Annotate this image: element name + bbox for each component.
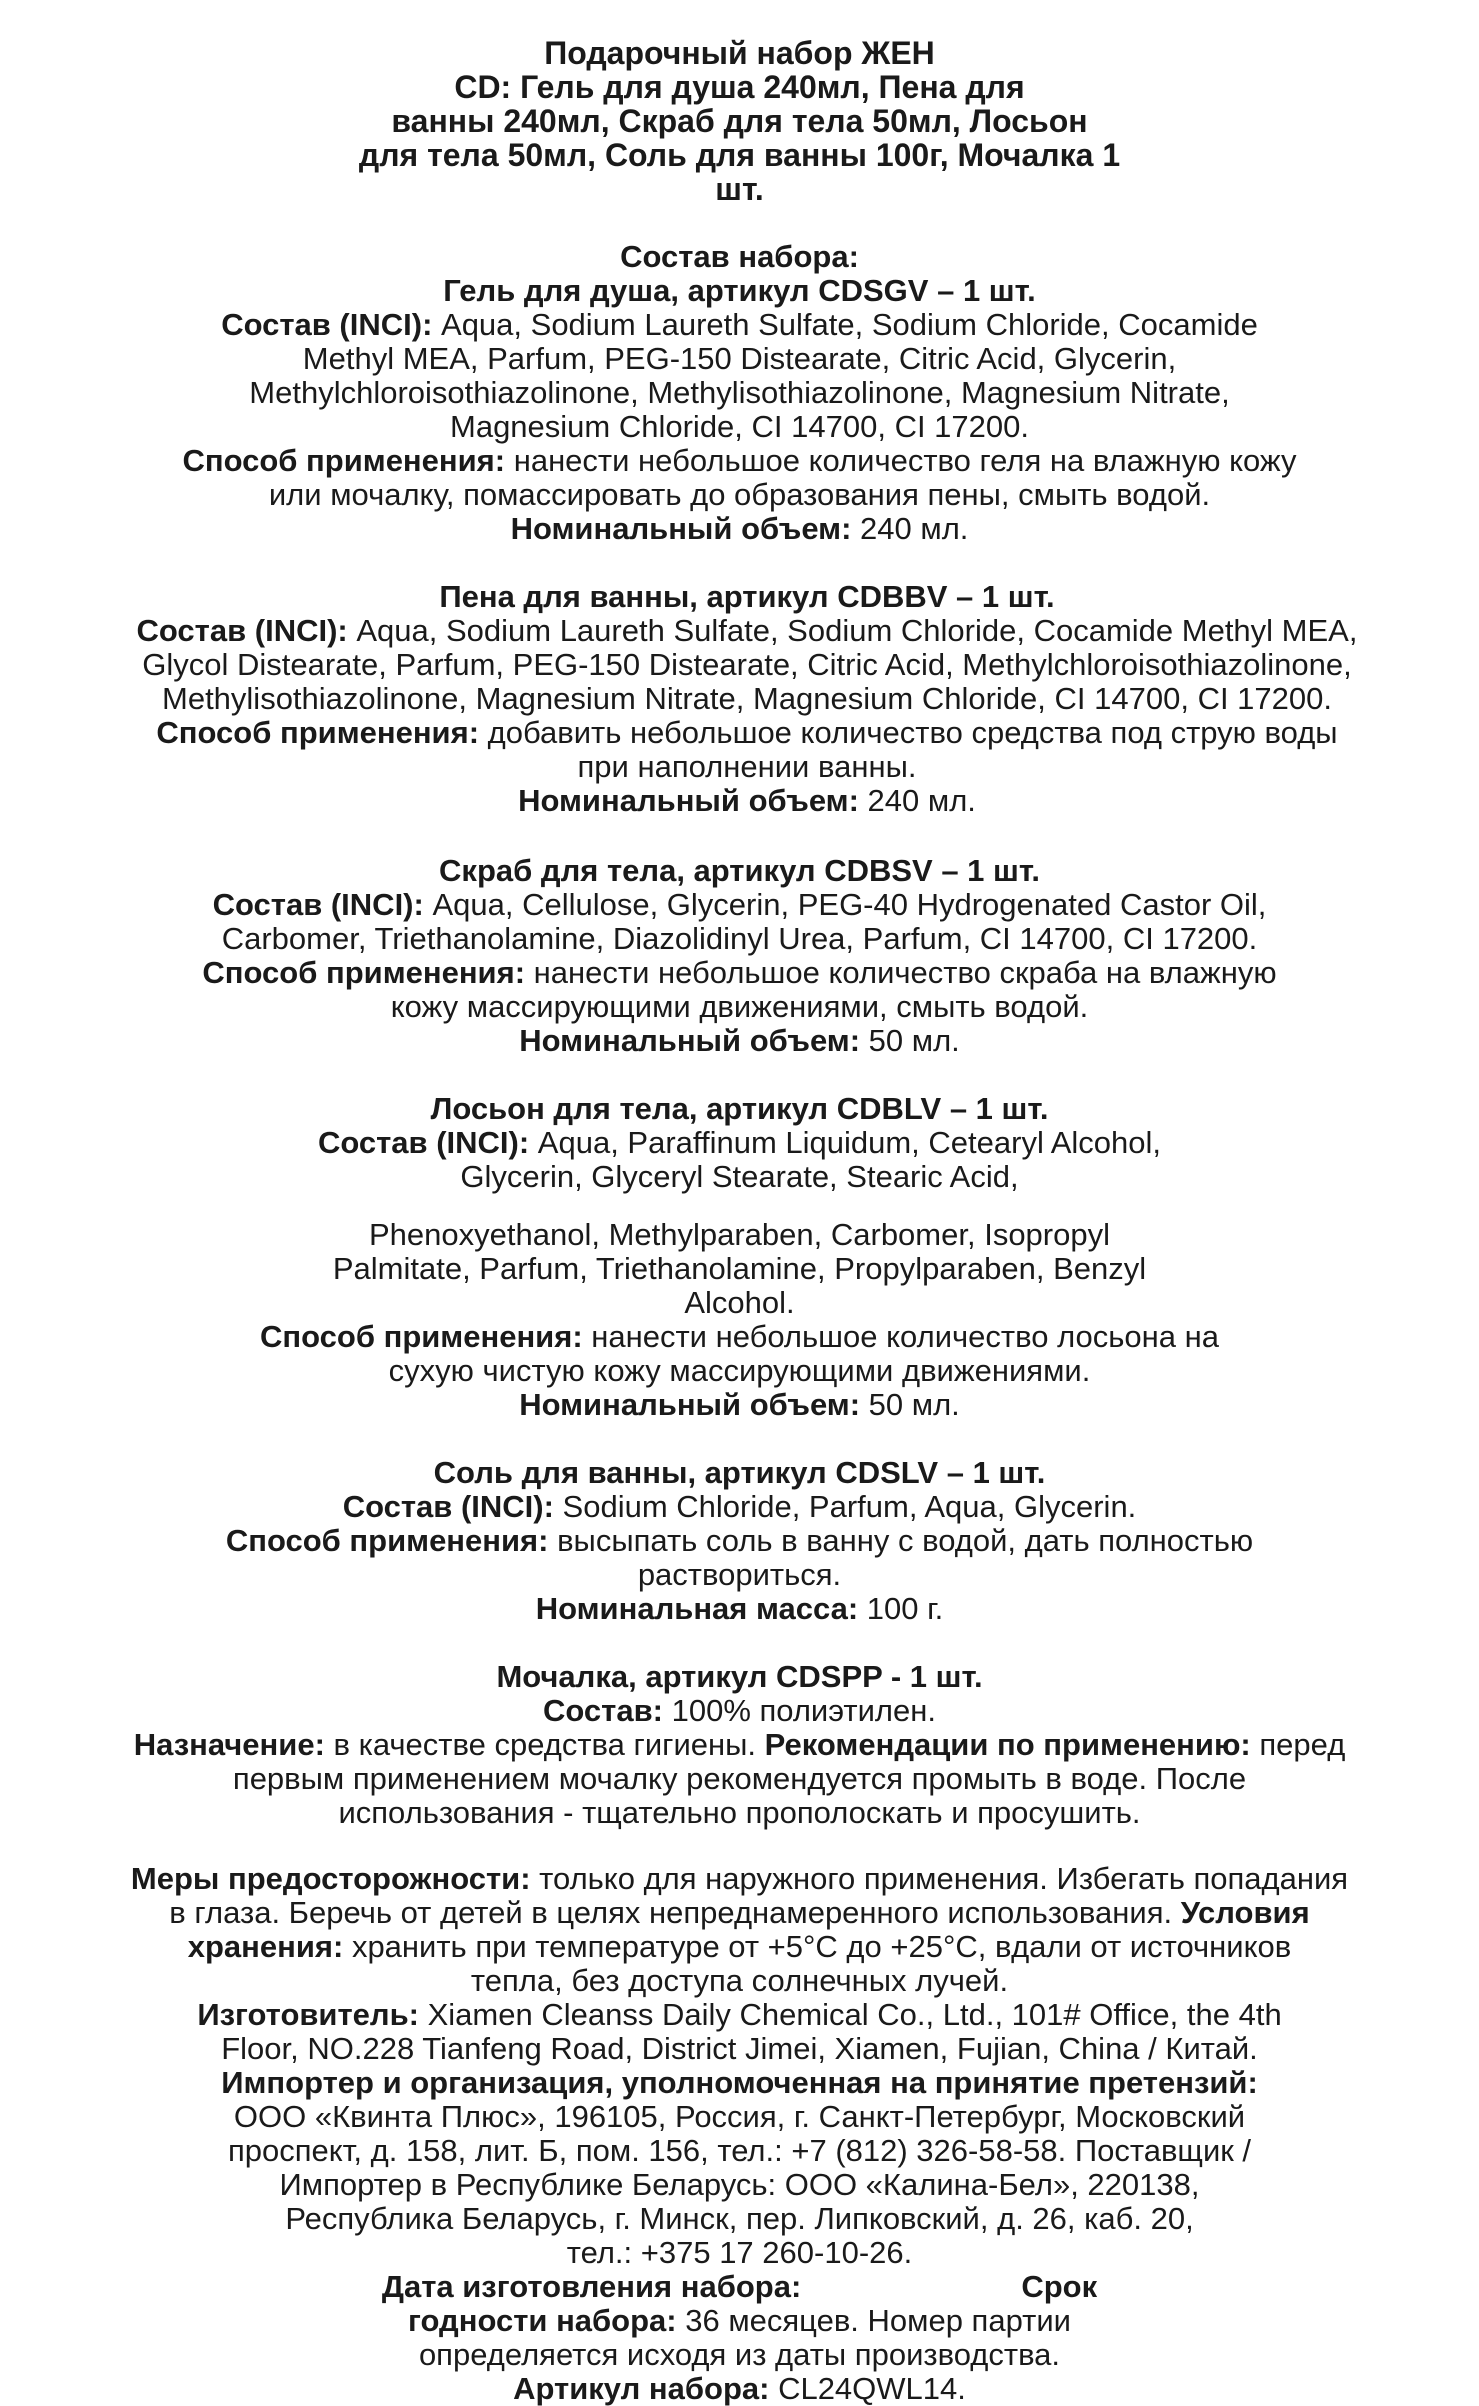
- manufacturer-text: Xiamen Cleanss Daily Chemical Co., Ltd., 101# Office, the 4th: [419, 1997, 1282, 2032]
- volume-value: 240 мл.: [851, 511, 969, 546]
- caution-text: только для наружного применения. Избегать попадания: [530, 1861, 1349, 1896]
- set-heading: Состав набора:: [620, 239, 859, 274]
- body-scrub-usage: [12, 956, 1467, 990]
- composition-text: Sodium Chloride, Parfum, Aqua, Glycerin.: [553, 1489, 1137, 1524]
- shelf-life-line: [12, 2304, 1467, 2338]
- section-bath-salt: [12, 1456, 1467, 1626]
- volume-value: 50 мл.: [860, 1387, 960, 1422]
- recommendations-text: перед: [1250, 1727, 1346, 1762]
- importer-text: ООО «Квинта Плюс», 196105, Россия, г. Санкт-Петербург, Московский: [233, 2099, 1246, 2134]
- usage-label: Способ применения:: [225, 1523, 549, 1558]
- importer-text: тел.: +375 17 260-10-26.: [566, 2235, 913, 2270]
- body-scrub-composition: [12, 888, 1467, 922]
- composition-label: Состав (INCI):: [212, 887, 424, 922]
- body-lotion-heading: Лосьон для тела, артикул CDBLV – 1 шт.: [430, 1091, 1049, 1126]
- composition-text: Magnesium Chloride, CI 14700, CI 17200.: [450, 409, 1029, 444]
- composition-label: Состав (INCI):: [342, 1489, 554, 1524]
- bath-salt-usage: [12, 1524, 1467, 1558]
- sponge-purpose: [12, 1728, 1467, 1762]
- usage-text: раствориться.: [637, 1557, 842, 1592]
- caution-text: в глаза. Беречь от детей в целях непреднамеренного использования.: [169, 1895, 1181, 1930]
- bath-salt-composition: [12, 1490, 1467, 1524]
- sponge-composition: [12, 1694, 1467, 1728]
- composition-text: Aqua, Paraffinum Liquidum, Cetearyl Alcohol,: [529, 1125, 1162, 1160]
- manufacturer-label: Изготовитель:: [197, 1997, 419, 2032]
- volume-label: Номинальный объем:: [518, 783, 859, 818]
- mass-label: Номинальная масса:: [535, 1591, 859, 1626]
- body-scrub-heading: Скраб для тела, артикул CDBSV – 1 шт.: [439, 853, 1040, 888]
- manufacture-date-label: Дата изготовления набора:: [381, 2269, 802, 2304]
- section-body-lotion: [12, 1092, 1467, 1422]
- storage-text: тепла, без доступа солнечных лучей.: [470, 1963, 1009, 1998]
- sku-value: CL24QWL14.: [769, 2371, 966, 2406]
- usage-text: или мочалку, помассировать до образования пены, смыть водой.: [268, 477, 1211, 512]
- body-lotion-usage: [12, 1320, 1467, 1354]
- section-bath-foam: [12, 580, 1479, 818]
- volume-label: Номинальный объем:: [519, 1023, 861, 1058]
- storage-text: хранить при температуре от +5°С до +25°С, вдали от источников: [343, 1929, 1292, 1964]
- body-lotion-composition: [12, 1126, 1467, 1160]
- manufacture-date-line: [12, 2270, 1467, 2304]
- importer-label: Импортер и организация, уполномоченная на принятие претензий:: [221, 2065, 1258, 2100]
- composition-text: Palmitate, Parfum, Triethanolamine, Propylparaben, Benzyl: [332, 1251, 1147, 1286]
- usage-text: нанести небольшое количество скраба на влажную: [525, 955, 1277, 990]
- composition-text: Methyl MEA, Parfum, PEG-150 Distearate, Citric Acid, Glycerin,: [302, 341, 1177, 376]
- usage-label: Способ применения:: [156, 715, 480, 750]
- usage-text: кожу массирующими движениями, смыть водой.: [390, 989, 1089, 1024]
- usage-label: Способ применения:: [260, 1319, 583, 1354]
- section-shower-gel: [12, 240, 1467, 546]
- usage-text: добавить небольшое количество средства под струю воды: [479, 715, 1338, 750]
- usage-text: при наполнении ванны.: [577, 749, 917, 784]
- caution-line: [12, 1862, 1467, 1896]
- recommendations-text: использования - тщательно прополоскать и просушить.: [338, 1795, 1141, 1830]
- volume-value: 240 мл.: [858, 783, 976, 818]
- sponge-heading: Мочалка, артикул CDSPP - 1 шт.: [496, 1659, 983, 1694]
- purpose-label: Назначение:: [133, 1727, 325, 1762]
- composition-text: Aqua, Sodium Laureth Sulfate, Sodium Chloride, Cocamide Methyl MEA,: [347, 613, 1358, 648]
- composition-label: Состав (INCI):: [317, 1125, 530, 1160]
- bath-salt-mass: [12, 1592, 1467, 1626]
- shower-gel-usage: [12, 444, 1467, 478]
- shower-gel-heading: Гель для душа, артикул CDSGV – 1 шт.: [443, 273, 1036, 308]
- composition-text: 100% полиэтилен.: [662, 1693, 936, 1728]
- section-sponge: [12, 1660, 1467, 1830]
- volume-value: 50 мл.: [860, 1023, 960, 1058]
- composition-text: Carbomer, Triethanolamine, Diazolidinyl Urea, Parfum, CI 14700, CI 17200.: [221, 921, 1258, 956]
- title-line: Подарочный набор ЖЕН: [544, 35, 935, 71]
- bath-foam-volume: [12, 784, 1479, 818]
- shower-gel-composition: [12, 308, 1467, 342]
- sku-line: [12, 2372, 1467, 2406]
- caution-label: Меры предосторожности:: [130, 1861, 531, 1896]
- title-line: ванны 240мл, Скраб для тела 50мл, Лосьон: [391, 103, 1088, 139]
- shelf-life-label: годности набора:: [408, 2303, 677, 2338]
- usage-label: Способ применения:: [202, 955, 526, 990]
- title-line: CD: Гель для душа 240мл, Пена для: [454, 69, 1025, 105]
- composition-label: Состав:: [543, 1693, 663, 1728]
- bath-foam-composition: [12, 614, 1479, 648]
- composition-text: Alcohol.: [684, 1285, 795, 1320]
- composition-text: Glycol Distearate, Parfum, PEG-150 Distearate, Citric Acid, Methylchloroisothiazolinone,: [142, 647, 1352, 682]
- section-body-scrub: [12, 854, 1467, 1058]
- recommendations-text: первым применением мочалку рекомендуется промыть в воде. После: [232, 1761, 1247, 1796]
- importer-text: Импортер в Республике Беларусь: ООО «Калина-Бел», 220138,: [279, 2167, 1200, 2202]
- bath-foam-heading: Пена для ванны, артикул CDBBV – 1 шт.: [439, 579, 1055, 614]
- body-lotion-volume: [12, 1388, 1467, 1422]
- shelf-life-label: Срок: [1021, 2269, 1098, 2304]
- recommendations-label: Рекомендации по применению:: [764, 1727, 1251, 1762]
- composition-text: Aqua, Sodium Laureth Sulfate, Sodium Chloride, Cocamide: [432, 307, 1258, 342]
- storage-label: Условия: [1180, 1895, 1310, 1930]
- composition-text: Methylisothiazolinone, Magnesium Nitrate, Magnesium Chloride, CI 14700, CI 17200.: [162, 681, 1332, 716]
- bath-foam-usage: [12, 716, 1479, 750]
- title-line: шт.: [715, 171, 764, 207]
- composition-text: Aqua, Cellulose, Glycerin, PEG-40 Hydrogenated Castor Oil,: [423, 887, 1267, 922]
- sku-label: Артикул набора:: [513, 2371, 770, 2406]
- batch-text: определяется исходя из даты производства.: [418, 2337, 1061, 2372]
- composition-text: Methylchloroisothiazolinone, Methylisothiazolinone, Magnesium Nitrate,: [249, 375, 1230, 410]
- importer-text: проспект, д. 158, лит. Б, пом. 156, тел.: +7 (812) 326-58-58. Поставщик /: [227, 2133, 1252, 2168]
- usage-text: нанести небольшое количество геля на влажную кожу: [505, 443, 1297, 478]
- title-line: для тела 50мл, Соль для ванны 100г, Мочалка 1: [358, 137, 1121, 173]
- bath-salt-heading: Соль для ванны, артикул CDSLV – 1 шт.: [433, 1455, 1046, 1490]
- importer-text: Республика Беларусь, г. Минск, пер. Липковский, д. 26, каб. 20,: [285, 2201, 1194, 2236]
- caution-line: [12, 1896, 1467, 1930]
- usage-text: сухую чистую кожу массирующими движениями.: [388, 1353, 1091, 1388]
- section-legal-info: [12, 1862, 1467, 2406]
- document-title: [12, 36, 1467, 206]
- purpose-text: в качестве средства гигиены.: [324, 1727, 765, 1762]
- composition-label: Состав (INCI):: [221, 307, 433, 342]
- volume-label: Номинальный объем:: [519, 1387, 861, 1422]
- body-scrub-volume: [12, 1024, 1467, 1058]
- composition-text: Glycerin, Glyceryl Stearate, Stearic Acid,: [460, 1159, 1019, 1194]
- composition-label: Состав (INCI):: [136, 613, 348, 648]
- composition-text: Phenoxyethanol, Methylparaben, Carbomer, Isopropyl: [369, 1217, 1110, 1252]
- usage-text: высыпать соль в ванну с водой, дать полностью: [548, 1523, 1254, 1558]
- shelf-life-value: 36 месяцев. Номер партии: [676, 2303, 1071, 2338]
- usage-text: нанести небольшое количество лосьона на: [582, 1319, 1219, 1354]
- usage-label: Способ применения:: [182, 443, 506, 478]
- manufacturer-text: Floor, NO.228 Tianfeng Road, District Jimei, Xiamen, Fujian, China / Китай.: [221, 2031, 1258, 2066]
- shower-gel-volume: [12, 512, 1467, 546]
- volume-label: Номинальный объем:: [510, 511, 852, 546]
- storage-line: [12, 1930, 1467, 1964]
- storage-label: хранения:: [187, 1929, 344, 1964]
- mass-value: 100 г.: [858, 1591, 944, 1626]
- manufacturer-line: [12, 1998, 1467, 2032]
